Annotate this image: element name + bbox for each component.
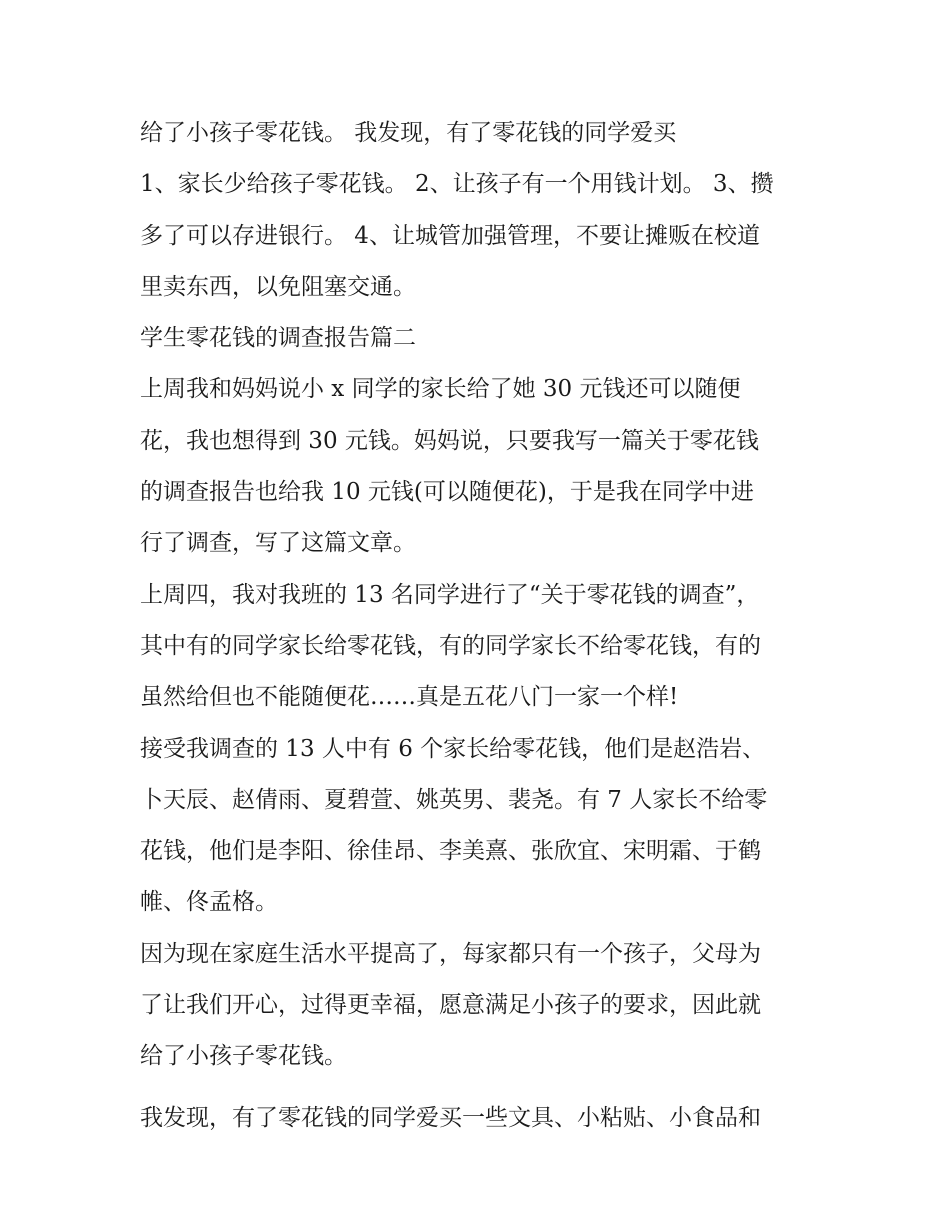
text-line: 里卖东西，以免阻塞交通。: [140, 273, 416, 300]
text-line: 其中有的同学家长给零花钱，有的同学家长不给零花钱，有的: [140, 632, 761, 659]
text-line: 花钱，他们是李阳、徐佳昂、李美熹、张欣宜、宋明霜、于鹤: [140, 838, 761, 865]
text-line: 帷、佟孟格。: [140, 889, 278, 916]
text-line: 上周四，我对我班的 13 名同学进行了“关于零花钱的调查”，: [140, 581, 760, 608]
text-line: 给了小孩子零花钱。 我发现，有了零花钱的同学爱买: [140, 120, 677, 146]
text-line: 的调查报告也给我 10 元钱(可以随便花)，于是我在同学中进: [140, 479, 754, 506]
text-line: 1、家长少给孩子零花钱。 2、让孩子有一个用钱计划。 3、攒: [140, 171, 774, 198]
text-line: 了让我们开心，过得更幸福，愿意满足小孩子的要求，因此就: [140, 992, 761, 1019]
paragraph-gap: [140, 1083, 820, 1093]
text-line: 接受我调查的 13 人中有 6 个家长给零花钱，他们是赵浩岩、: [140, 735, 766, 762]
text-line: 卜天辰、赵倩雨、夏碧萱、姚英男、裴尧。有 7 人家长不给零: [140, 786, 768, 813]
text-line: 花，我也想得到 30 元钱。妈妈说，只要我写一篇关于零花钱: [140, 427, 759, 454]
document-body: [140, 108, 820, 1144]
text-line: 因为现在家庭生活水平提高了，每家都只有一个孩子，父母为: [140, 940, 761, 967]
text-line: 我发现，有了零花钱的同学爱买一些文具、小粘贴、小食品和: [140, 1104, 761, 1131]
text-line: 给了小孩子零花钱。: [140, 1043, 347, 1070]
text-line: 上周我和妈妈说小 x 同学的家长给了她 30 元钱还可以随便: [140, 376, 741, 403]
text-line: 多了可以存进银行。 4、让城管加强管理，不要让摊贩在校道: [140, 222, 760, 249]
text-line: 行了调查，写了这篇文章。: [140, 530, 416, 557]
text-line: 虽然给但也不能随便花……真是五花八门一家一个样!: [140, 684, 679, 711]
section-heading: 学生零花钱的调查报告篇二: [140, 325, 416, 352]
